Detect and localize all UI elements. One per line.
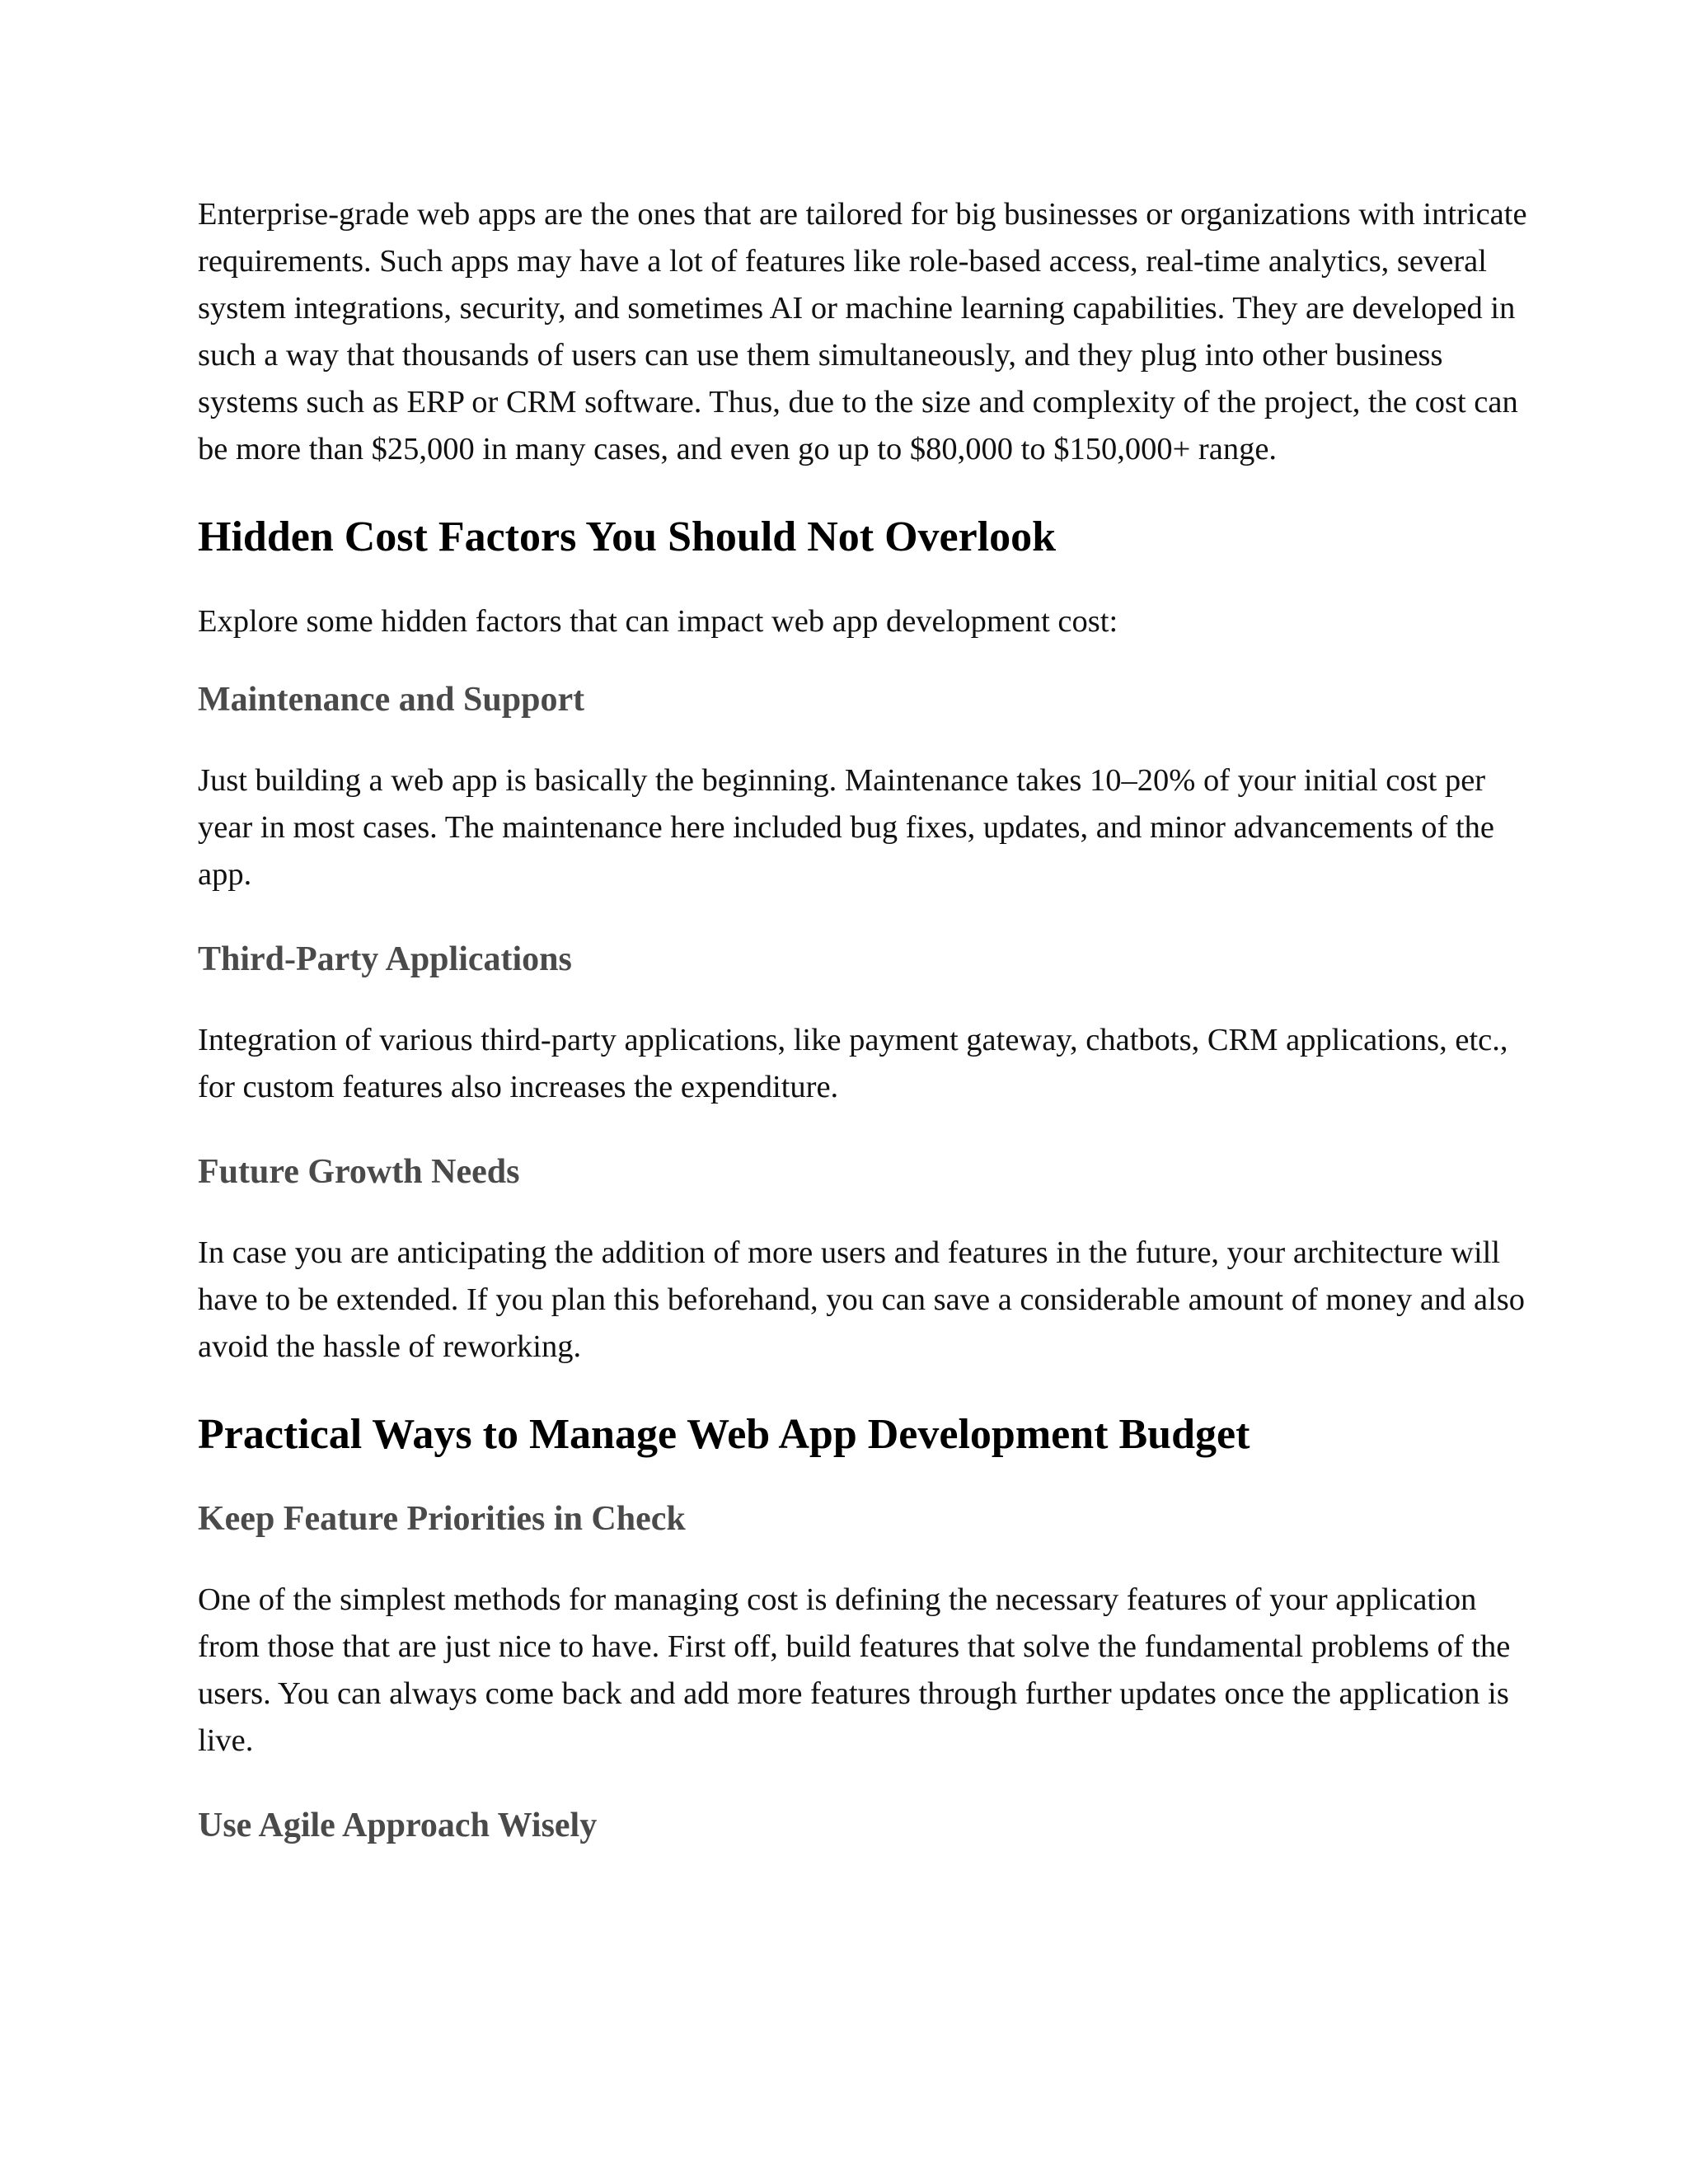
- maintenance-heading: Maintenance and Support: [198, 681, 585, 719]
- feature-priorities-paragraph: One of the simplest methods for managing cost is defining the necessary features of your application from those that are just nice to have. First off, build features that solve the fundamental problems of the users. You can always come back and add more features through further updates once the application is live.: [198, 1582, 1511, 1758]
- feature-priorities-heading: Keep Feature Priorities in Check: [198, 1500, 686, 1538]
- future-growth-heading: Future Growth Needs: [198, 1153, 520, 1191]
- document-page: [198, 191, 1533, 1883]
- intro-paragraph: Enterprise-grade web apps are the ones that are tailored for big businesses or organizations with intricate requirements. Such apps may have a lot of features like role-based access, real-time analytics, several system integrations, security, and sometimes AI or machine learning capabilities. They are developed in such a way that thousands of users can use them simultaneously, and they plug into other business systems such as ERP or CRM software. Thus, due to the size and complexity of the project, the cost can be more than $25,000 in many cases, and even go up to $80,000 to $150,000+ range.: [198, 197, 1527, 466]
- hidden-costs-intro: Explore some hidden factors that can impact web app development cost:: [198, 604, 1118, 639]
- third-party-heading: Third-Party Applications: [198, 940, 572, 978]
- hidden-costs-heading: Hidden Cost Factors You Should Not Overlook: [198, 513, 1057, 560]
- agile-approach-heading: Use Agile Approach Wisely: [198, 1807, 598, 1844]
- future-growth-paragraph: In case you are anticipating the addition of more users and features in the future, your architecture will have to be extended. If you plan this beforehand, you can save a considerable amount of money and also avoid the hassle of reworking.: [198, 1235, 1526, 1364]
- maintenance-paragraph: Just building a web app is basically the beginning. Maintenance takes 10–20% of your initial cost per year in most cases. The maintenance here included bug fixes, updates, and minor advancements of the app.: [198, 763, 1494, 892]
- budget-heading: Practical Ways to Manage Web App Development Budget: [198, 1411, 1250, 1458]
- third-party-paragraph: Integration of various third-party applications, like payment gateway, chatbots, CRM applications, etc., for custom features also increases the expenditure.: [198, 1023, 1508, 1104]
